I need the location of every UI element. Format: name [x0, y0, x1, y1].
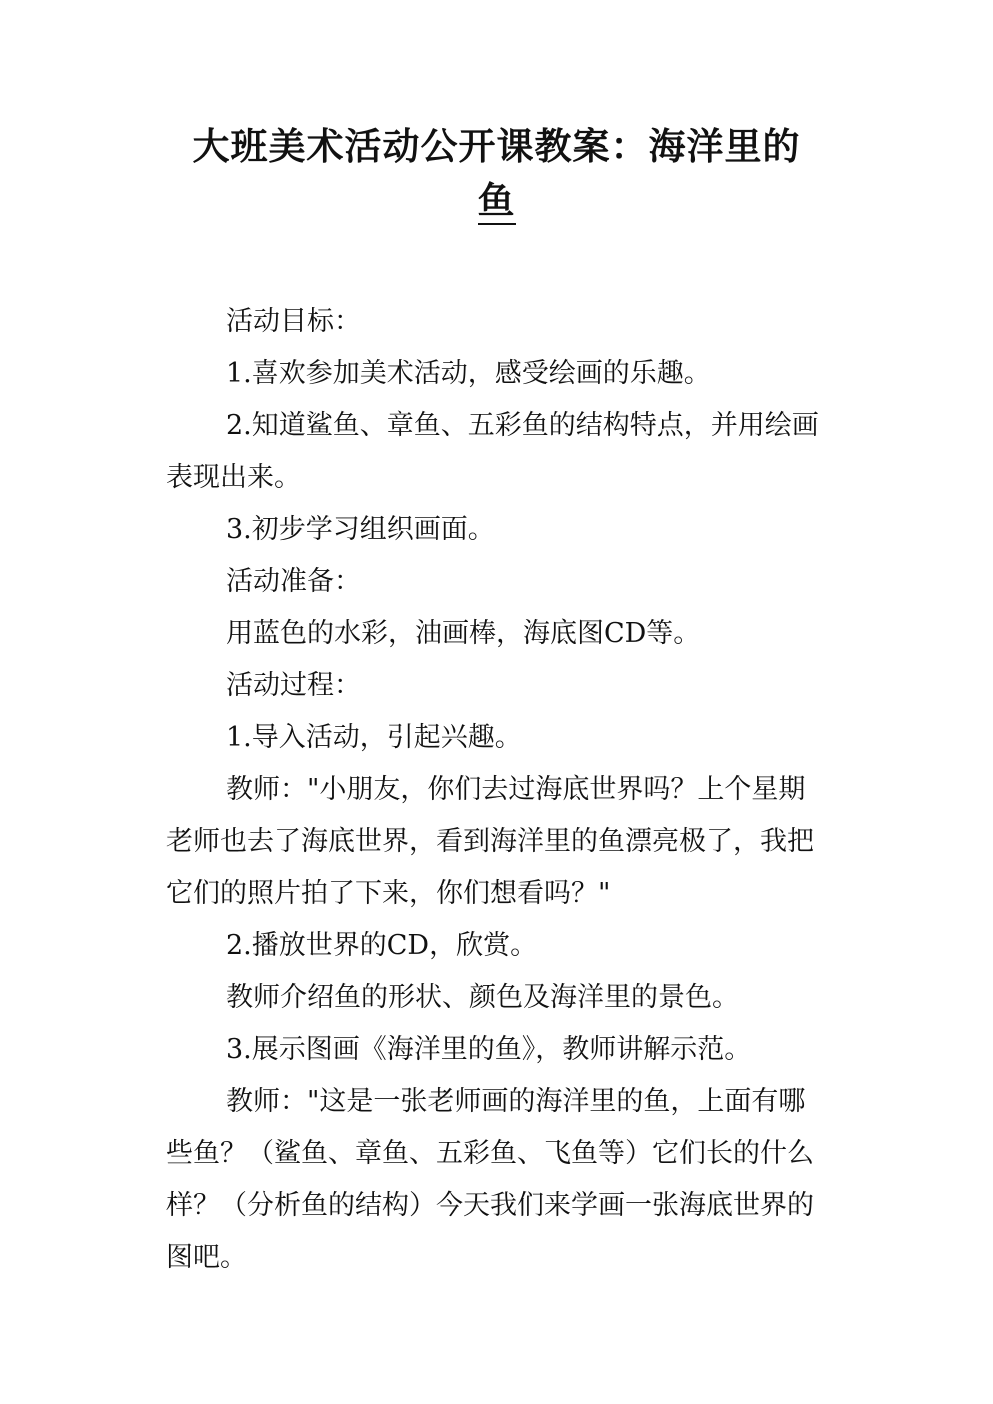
paragraph-goal-2: 2.知道鲨鱼、章鱼、五彩鱼的结构特点，并用绘画表现出来。	[166, 410, 819, 493]
paragraph-teacher-quote-2: 教师："这是一张老师画的海洋里的鱼，上面有哪些鱼？（鲨鱼、章鱼、五彩鱼、飞鱼等）它们长的什么样？（分析鱼的结构）今天我们来学画一张海底世界的图吧。	[166, 1086, 814, 1273]
document-body	[166, 296, 828, 1284]
page-title	[150, 120, 843, 228]
title-line-1: 大班美术活动公开课教案：海洋里的	[192, 125, 801, 168]
paragraph-step-2: 2.播放世界的CD，欣赏。	[226, 930, 538, 961]
paragraph-step-1: 1.导入活动，引起兴趣。	[226, 722, 522, 753]
paragraph-process-heading: 活动过程：	[226, 670, 361, 701]
paragraph-goal-1: 1.喜欢参加美术活动，感受绘画的乐趣。	[226, 358, 711, 389]
paragraph-teacher-quote-1: 教师："小朋友，你们去过海底世界吗？上个星期老师也去了海底世界，看到海洋里的鱼漂亮极了，我把它们的照片拍了下来，你们想看吗？"	[166, 774, 814, 909]
paragraph-step-3: 3.展示图画《海洋里的鱼》，教师讲解示范。	[226, 1034, 752, 1065]
paragraph-prep-materials: 用蓝色的水彩，油画棒，海底图CD等。	[226, 618, 701, 649]
paragraph-goal-3: 3.初步学习组织画面。	[226, 514, 495, 545]
paragraph-teacher-intro: 教师介绍鱼的形状、颜色及海洋里的景色。	[226, 982, 739, 1013]
paragraph-goals-heading: 活动目标：	[226, 306, 361, 337]
paragraph-prep-heading: 活动准备：	[226, 566, 361, 597]
title-line-2: 鱼	[478, 179, 516, 225]
